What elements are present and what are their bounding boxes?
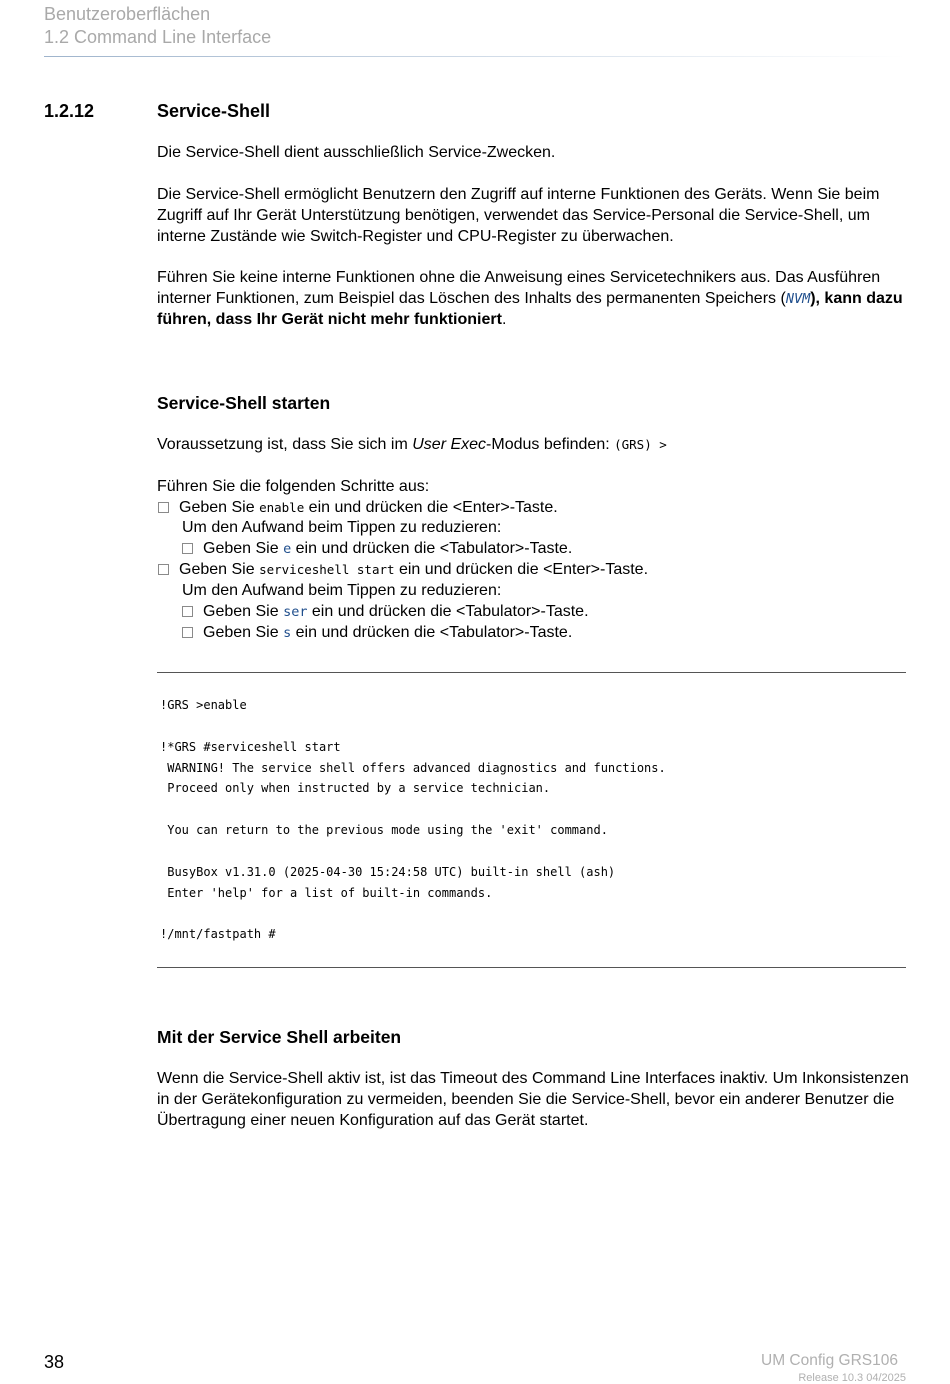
checkbox-icon: [158, 502, 169, 513]
steps-intro: Führen Sie die folgenden Schritte aus:: [157, 478, 430, 495]
running-header: [44, 3, 271, 49]
step-1-tip: Um den Aufwand beim Tippen zu reduzieren:: [182, 519, 502, 536]
nvm-term: NVM: [785, 290, 811, 307]
command-ser: ser: [283, 604, 308, 620]
cli-prompt: (GRS) >: [614, 437, 667, 452]
command-enable: enable: [259, 500, 305, 515]
checkbox-icon: [182, 627, 193, 638]
section-title: Service-Shell: [157, 101, 271, 121]
step-2-tip: Um den Aufwand beim Tippen zu reduzieren:: [182, 582, 502, 599]
mode-name: User Exec: [412, 436, 487, 453]
command-e: e: [283, 541, 292, 557]
step-2a: Geben Sie ser ein und drücken die <Tabulator>-Taste.: [182, 602, 589, 623]
header-section: 1.2 Command Line Interface: [44, 27, 272, 47]
console-output: !GRS >enable !*GRS #serviceshell start WARNING! The service shell offers advanced diagnostics and functions. Proceed only when instructed by a service technician. You can return to the previous mode using the 'exit' command. BusyBox v1.31.0 (2025-04-30 15:24:58 UTC) built-in shell (ash) Enter 'help' for a list of built-in commands. !/mnt/fastpath #: [160, 698, 666, 942]
step-1: Geben Sie enable ein und drücken die <Enter>-Taste.: [158, 498, 558, 519]
command-serviceshell-start: serviceshell start: [259, 562, 395, 577]
document-title: UM Config GRS106: [761, 1352, 898, 1369]
step-2: Geben Sie serviceshell start ein und drücken die <Enter>-Taste.: [158, 560, 648, 581]
warning-emphasis: ), kann dazu führen, dass Ihr Gerät nicht mehr funktioniert: [157, 289, 903, 328]
console-bottom-rule: [157, 967, 906, 968]
prerequisite: Voraussetzung ist, dass Sie sich im User Exec-Modus befinden: (GRS) >: [157, 436, 667, 453]
work-paragraph: Wenn die Service-Shell aktiv ist, ist das Timeout des Command Line Interfaces inaktiv. Um Inkonsistenzen in der Gerätekonfiguration zu vermeiden, beenden Sie die Service-Shell, bevor ein anderer Benutzer die Übertragung einer neuen Konfiguration auf das Gerät startet.: [157, 1070, 909, 1129]
intro-paragraph-2: Die Service-Shell ermöglicht Benutzern den Zugriff auf interne Funktionen des Geräts. Wenn Sie beim Zugriff auf Ihr Gerät Unterstützung benötigen, verwendet das Service-Personal die Service-Shell, um interne Zustände wie Switch-Register und CPU-Register zu überwachen.: [157, 186, 880, 245]
console-top-rule: [157, 672, 906, 673]
checkbox-icon: [182, 606, 193, 617]
command-s: s: [283, 625, 292, 641]
page-number: 38: [44, 1352, 65, 1372]
checkbox-icon: [182, 543, 193, 554]
checkbox-icon: [158, 564, 169, 575]
subheading-start: Service-Shell starten: [157, 393, 331, 413]
step-2b: Geben Sie s ein und drücken die <Tabulator>-Taste.: [182, 623, 572, 644]
section-number: 1.2.12: [44, 101, 95, 121]
intro-paragraph-1: Die Service-Shell dient ausschließlich Service-Zwecken.: [157, 144, 556, 161]
header-divider: [44, 56, 906, 57]
header-chapter: Benutzeroberflächen: [44, 4, 211, 24]
step-1a: Geben Sie e ein und drücken die <Tabulator>-Taste.: [182, 539, 572, 560]
intro-warning-paragraph: Führen Sie keine interne Funktionen ohne die Anweisung eines Servicetechnikers aus. Das Ausführen interner Funktionen, zum Beispiel das Löschen des Inhalts des permanenten Speichers (NVM), kann dazu führen, dass Ihr Gerät nicht mehr funktioniert.: [157, 269, 903, 328]
release-info: Release 10.3 04/2025: [798, 1372, 906, 1384]
subheading-work: Mit der Service Shell arbeiten: [157, 1027, 402, 1047]
